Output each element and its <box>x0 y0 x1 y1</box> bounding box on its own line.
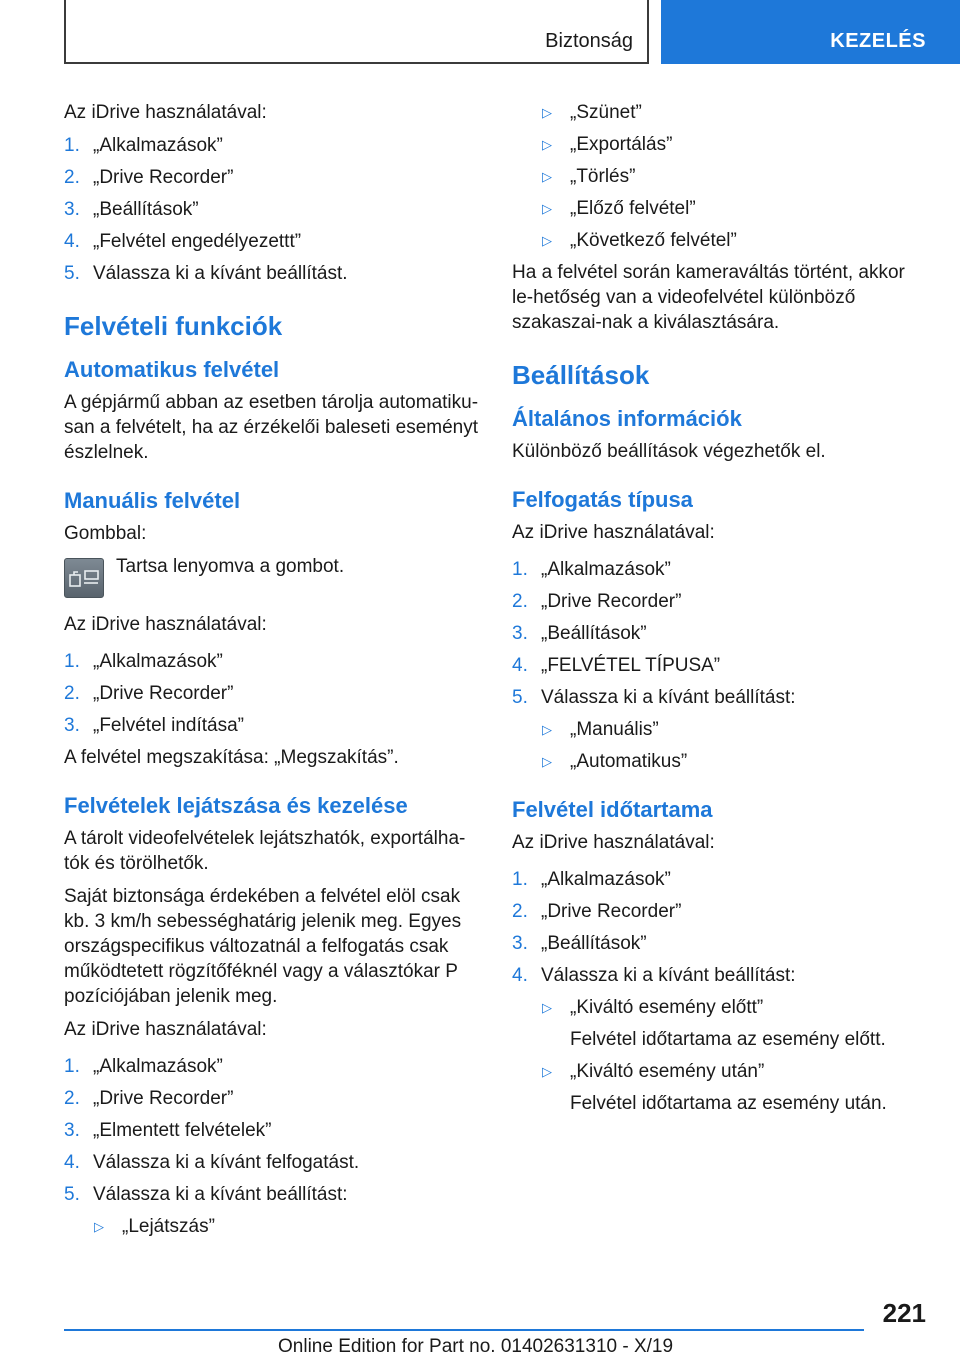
paragraph: A tárolt videofelvételek lejátszhatók, exportálha-tók és törölhetők. <box>64 828 466 874</box>
step-number: 3. <box>64 199 80 220</box>
page-number: 221 <box>882 1298 926 1328</box>
list-item <box>64 1086 482 1111</box>
option-item <box>512 132 930 157</box>
step-text: „FELVÉTEL TÍPUSA” <box>541 655 721 676</box>
step-number: 5. <box>64 1184 80 1205</box>
list-item <box>512 685 930 710</box>
option-note: Felvétel időtartama az esemény előtt. <box>570 1029 886 1050</box>
intro-text: Az iDrive használatával: <box>512 522 715 543</box>
triangle-bullet-icon: ▷ <box>94 1219 104 1234</box>
step-text: „Drive Recorder” <box>93 683 234 704</box>
step-number: 2. <box>64 683 80 704</box>
step-number: 3. <box>64 715 80 736</box>
list-item <box>512 557 930 582</box>
step-number: 5. <box>512 687 528 708</box>
list-item <box>512 931 930 956</box>
step-list <box>64 649 482 738</box>
intro-text: Az iDrive használatával: <box>64 614 267 635</box>
step-number: 4. <box>64 231 80 252</box>
triangle-bullet-icon: ▷ <box>542 201 552 216</box>
option-note: Felvétel időtartama az esemény után. <box>570 1093 887 1114</box>
step-text: „Felvétel indítása” <box>93 715 245 736</box>
triangle-bullet-icon: ▷ <box>542 105 552 120</box>
button-instruction <box>64 554 482 598</box>
step-text: „Drive Recorder” <box>93 1088 234 1109</box>
paragraph: A gépjármű abban az esetben tárolja automatiku-san a felvételt, ha az érzékelői baleseti eseményt észlelnek. <box>64 392 479 463</box>
option-text: „Kiváltó esemény után” <box>570 1061 765 1082</box>
option-item <box>64 1214 482 1239</box>
list-item <box>64 133 482 158</box>
list-item <box>64 649 482 674</box>
list-item <box>64 1150 482 1175</box>
list-item <box>64 681 482 706</box>
subsection-heading: Általános információk <box>512 406 742 431</box>
triangle-bullet-icon: ▷ <box>542 754 552 769</box>
step-list <box>64 133 482 286</box>
camera-button-icon <box>64 558 104 598</box>
intro-text: Az iDrive használatával: <box>64 1019 267 1040</box>
list-item <box>512 621 930 646</box>
step-number: 4. <box>512 965 528 986</box>
paragraph: Gombbal: <box>64 523 147 544</box>
triangle-bullet-icon: ▷ <box>542 722 552 737</box>
step-text: „Beállítások” <box>541 623 647 644</box>
subsection-heading: Felvétel időtartama <box>512 797 713 822</box>
step-text: Válassza ki a kívánt beállítást: <box>541 687 796 708</box>
triangle-bullet-icon: ▷ <box>542 1000 552 1015</box>
option-list <box>512 717 930 774</box>
list-item <box>64 197 482 222</box>
step-text: „Alkalmazások” <box>541 559 671 580</box>
step-number: 2. <box>64 1088 80 1109</box>
header-tab-label: KEZELÉS <box>830 30 926 52</box>
header-section <box>64 0 649 64</box>
step-text: „Alkalmazások” <box>541 869 671 890</box>
list-item <box>64 261 482 286</box>
step-number: 1. <box>64 1056 80 1077</box>
section-heading: Beállítások <box>512 360 650 390</box>
step-number: 1. <box>64 135 80 156</box>
step-text: „Alkalmazások” <box>93 135 223 156</box>
option-item <box>512 164 930 189</box>
triangle-bullet-icon: ▷ <box>542 1064 552 1079</box>
subsection-heading: Felvételek lejátszása és kezelése <box>64 793 408 818</box>
paragraph: Különböző beállítások végezhetők el. <box>512 441 826 462</box>
option-item <box>512 1059 930 1116</box>
paragraph: A felvétel megszakítása: „Megszakítás”. <box>64 747 399 768</box>
step-list <box>512 867 930 988</box>
option-item <box>512 228 930 253</box>
option-item <box>512 196 930 221</box>
option-text: „Automatikus” <box>570 751 688 772</box>
option-item <box>512 100 930 125</box>
step-number: 2. <box>512 591 528 612</box>
triangle-bullet-icon: ▷ <box>542 169 552 184</box>
step-text: Válassza ki a kívánt beállítást. <box>93 263 348 284</box>
step-text: „Beállítások” <box>93 199 199 220</box>
option-list <box>512 100 930 253</box>
footer-text: Online Edition for Part no. 01402631310 - X/19 <box>278 1336 674 1357</box>
list-item <box>64 1118 482 1143</box>
list-item <box>512 589 930 614</box>
step-number: 3. <box>64 1120 80 1141</box>
step-text: „Beállítások” <box>541 933 647 954</box>
step-number: 3. <box>512 933 528 954</box>
intro-text: Az iDrive használatával: <box>64 102 267 123</box>
subsection-heading: Felfogatás típusa <box>512 487 693 512</box>
step-text: Válassza ki a kívánt beállítást: <box>93 1184 348 1205</box>
list-item <box>64 1054 482 1079</box>
list-item <box>512 899 930 924</box>
list-item <box>64 229 482 254</box>
step-text: Válassza ki a kívánt beállítást: <box>541 965 796 986</box>
option-text: „Előző felvétel” <box>570 198 696 219</box>
footer-divider <box>64 1329 864 1331</box>
subsection-heading: Manuális felvétel <box>64 488 241 513</box>
step-text: „Elmentett felvételek” <box>93 1120 272 1141</box>
triangle-bullet-icon: ▷ <box>542 137 552 152</box>
right-column <box>512 100 930 1123</box>
list-item <box>64 1182 482 1207</box>
option-text: „Szünet” <box>570 102 642 123</box>
list-item <box>512 653 930 678</box>
step-number: 1. <box>512 559 528 580</box>
intro-text: Az iDrive használatával: <box>512 832 715 853</box>
step-number: 4. <box>64 1152 80 1173</box>
option-text: „Lejátszás” <box>122 1216 215 1237</box>
subsection-heading: Automatikus felvétel <box>64 357 280 382</box>
header-section-title: Biztonság <box>545 30 633 52</box>
list-item <box>512 963 930 988</box>
option-item <box>512 717 930 742</box>
option-text: „Manuális” <box>570 719 659 740</box>
button-instruction-text: Tartsa lenyomva a gombot. <box>116 556 345 577</box>
step-text: „Alkalmazások” <box>93 1056 223 1077</box>
option-text: „Kiváltó esemény előtt” <box>570 997 764 1018</box>
step-number: 3. <box>512 623 528 644</box>
list-item <box>64 165 482 190</box>
triangle-bullet-icon: ▷ <box>542 233 552 248</box>
step-number: 1. <box>512 869 528 890</box>
step-text: „Felvétel engedélyezettt” <box>93 231 302 252</box>
step-number: 2. <box>512 901 528 922</box>
option-text: „Exportálás” <box>570 134 673 155</box>
step-text: „Drive Recorder” <box>93 167 234 188</box>
step-number: 4. <box>512 655 528 676</box>
step-number: 1. <box>64 651 80 672</box>
paragraph: Saját biztonsága érdekében a felvétel elöl csak kb. 3 km/h sebességhatárig jelenik meg. Egyes országspecifikus változatnál a felfogatás csak működtetett rögzítőféknél vagy a választókar P pozíciójában jelenik meg. <box>64 886 462 1007</box>
list-item <box>64 713 482 738</box>
option-list <box>512 995 930 1116</box>
step-number: 5. <box>64 263 80 284</box>
step-number: 2. <box>64 167 80 188</box>
list-item <box>512 867 930 892</box>
option-list <box>64 1214 482 1239</box>
header-tab[interactable] <box>661 0 960 64</box>
left-column <box>64 100 482 1246</box>
step-text: „Drive Recorder” <box>541 591 682 612</box>
option-item <box>512 749 930 774</box>
option-item <box>512 995 930 1052</box>
step-list <box>64 1054 482 1207</box>
step-text: „Alkalmazások” <box>93 651 223 672</box>
step-text: Válassza ki a kívánt felfogatást. <box>93 1152 360 1173</box>
step-list <box>512 557 930 710</box>
option-text: „Következő felvétel” <box>570 230 737 251</box>
section-heading: Felvételi funkciók <box>64 311 283 341</box>
step-text: „Drive Recorder” <box>541 901 682 922</box>
paragraph: Ha a felvétel során kameraváltás történt, akkor le-hetőség van a videofelvétel különböző szakaszai-nak a kiválasztására. <box>512 262 905 333</box>
option-text: „Törlés” <box>570 166 636 187</box>
